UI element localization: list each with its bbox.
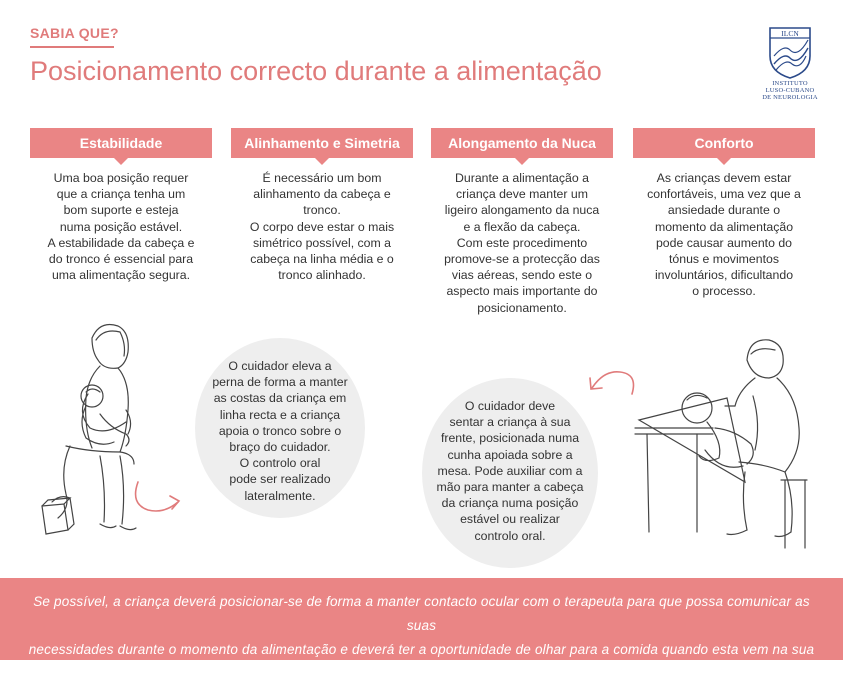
text-line: confortáveis, uma vez que a <box>647 187 801 202</box>
page-title: Posicionamento correcto durante a alimentação <box>30 56 602 86</box>
text-line: uma alimentação segura. <box>51 268 191 283</box>
text-line: e a flexão da cabeça. <box>463 219 581 234</box>
text-line: tronco. <box>303 203 341 218</box>
text-line: braço do cuidador. <box>229 440 331 455</box>
column-text-estabilidade <box>30 170 212 283</box>
text-line: sentar a criança à sua <box>449 415 571 430</box>
text-line: alinhamento da cabeça e <box>253 187 391 202</box>
footer-note <box>20 590 823 686</box>
footer-line: Se possível, a criança deverá posicionar-se de forma a manter contacto ocular com o terapeuta para que possa comunicar as suas <box>33 594 810 633</box>
text-line: O corpo deve estar o mais <box>249 219 395 234</box>
logo-line-3: DE NEUROLOGIA <box>762 94 818 101</box>
text-line: do tronco é essencial para <box>48 252 194 267</box>
ilcn-logo <box>758 26 822 101</box>
text-line: involuntários, dificultando <box>654 268 794 283</box>
text-line: ligeiro alongamento da nuca <box>444 203 600 218</box>
column-text-conforto <box>629 170 819 300</box>
text-line: as costas da criança em <box>213 391 347 406</box>
text-line: O controlo oral <box>239 456 321 471</box>
kicker-underline <box>30 46 114 48</box>
text-line: mesa. Pode auxiliar com a <box>437 463 583 478</box>
text-line: linha recta e a criança <box>219 407 341 422</box>
text-line: aspecto mais importante do <box>446 284 598 299</box>
text-line: lateralmente. <box>244 488 316 503</box>
text-line: tónus e movimentos <box>668 252 780 267</box>
text-line: vias aéreas, sendo este o <box>451 268 593 283</box>
text-line: controlo oral. <box>474 528 546 543</box>
kicker-label: SABIA QUE? <box>30 25 119 41</box>
text-line: promove-se a protecção das <box>444 252 600 267</box>
text-line: perna de forma a manter <box>212 375 348 390</box>
text-line: da criança numa posição <box>441 496 579 511</box>
text-line: pode ser realizado <box>229 472 331 487</box>
column-text-alongamento <box>427 170 617 316</box>
text-line: As crianças devem estar <box>656 171 792 185</box>
column-heading-alinhamento: Alinhamento e Simetria <box>231 128 413 158</box>
text-line: ansiedade durante o <box>667 203 781 218</box>
text-line: É necessário um bom <box>262 171 382 185</box>
text-line: momento da alimentação <box>654 219 794 234</box>
text-line: A estabilidade da cabeça e <box>47 235 195 250</box>
column-heading-estabilidade: Estabilidade <box>30 128 212 158</box>
text-line: mão para manter a cabeça <box>436 480 584 495</box>
caregiver-holding-child-illustration <box>30 318 160 558</box>
text-line: numa posição estável. <box>59 219 183 234</box>
text-line: Uma boa posição requer <box>53 171 189 185</box>
caption-text-right <box>422 398 598 544</box>
footer-line: necessidades durante o momento da alimentação e deverá ter a oportunidade de olhar para a comida quando esta vem na sua direcção. <box>28 642 815 681</box>
text-line: estável ou realizar <box>460 512 560 527</box>
shield-icon <box>768 26 812 80</box>
text-line: simétrico possível, com a <box>252 235 392 250</box>
text-line: bom suporte e esteja <box>63 203 179 218</box>
text-line: cabeça na linha média e o <box>250 252 394 267</box>
text-line: frente, posicionada numa <box>440 431 580 446</box>
text-line: Com este procedimento <box>456 235 588 250</box>
text-line: Durante a alimentação a <box>455 171 589 185</box>
text-line: tronco alinhado. <box>278 268 366 283</box>
text-line: que a criança tenha um <box>56 187 186 202</box>
child-on-wedge-illustration <box>635 332 820 552</box>
text-line: apoia o tronco sobre o <box>218 423 342 438</box>
column-text-alinhamento <box>231 170 413 283</box>
curved-arrow-icon <box>128 478 188 518</box>
logo-acronym: ILCN <box>781 29 799 38</box>
text-line: criança deve manter um <box>456 187 588 202</box>
text-line: O cuidador deve <box>464 399 556 413</box>
column-heading-conforto: Conforto <box>633 128 815 158</box>
text-line: o processo. <box>692 284 756 299</box>
column-heading-alongamento: Alongamento da Nuca <box>431 128 613 158</box>
curved-arrow-icon <box>584 368 640 404</box>
text-line: pode causar aumento do <box>655 235 793 250</box>
logo-line-2: LUSO-CUBANO <box>765 87 815 94</box>
text-line: cunha apoiada sobre a <box>447 447 573 462</box>
text-line: posicionamento. <box>477 300 567 315</box>
logo-line-1: INSTITUTO <box>772 80 808 87</box>
text-line: O cuidador eleva a <box>228 359 332 373</box>
caption-text-left <box>195 358 365 504</box>
